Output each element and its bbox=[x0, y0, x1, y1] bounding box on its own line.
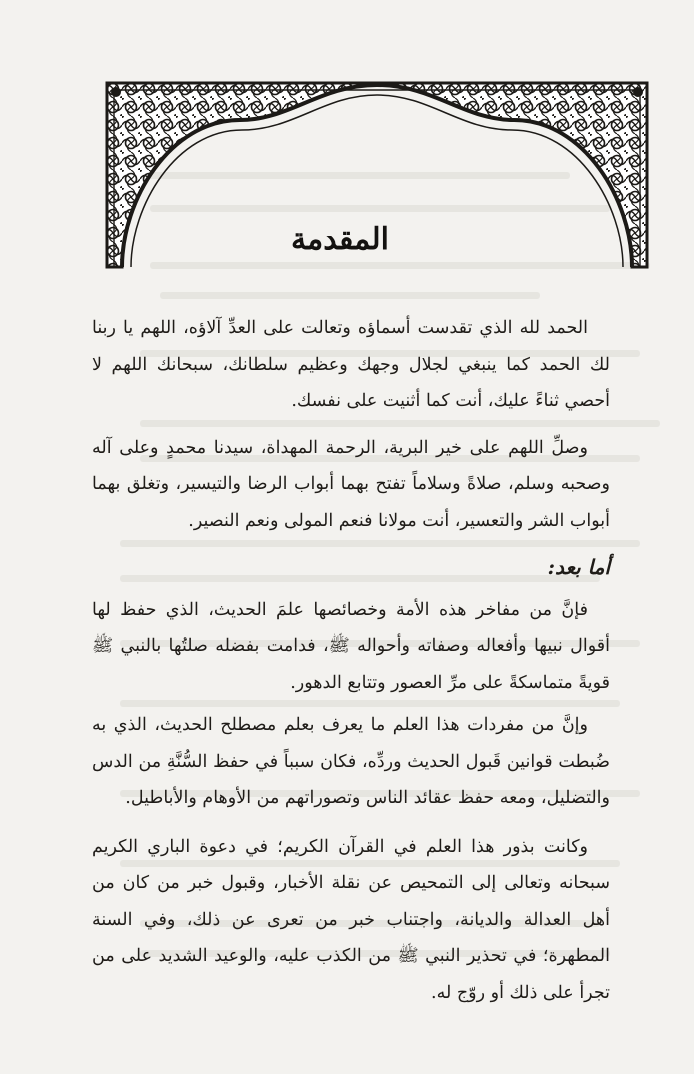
paragraph-hadith-science: فإنَّ من مفاخر هذه الأمة وخصائصها علمَ الحديث، الذي حفظ لها أقوال نبيها وأفعاله وصفاته وأحواله ﷺ، فدامت بفضله صلتُها بالنبي ﷺ قويةً متماسكةً على مرِّ العصور وتتابع الدهور. bbox=[92, 599, 610, 693]
paragraph-quran-roots: وكانت بذور هذا العلم في القرآن الكريم؛ في دعوة الباري الكريم سبحانه وتعالى إلى التمحيص عن نقلة الأخبار، وقبول خبر من كان من أهل العدالة والديانة، واجتناب خبر من تعرى عن ذلك، وفي السنة المطهرة؛ في تحذير النبي ﷺ من الكذب عليه، والوعيد الشديد على من تجرأ على ذلك أو روّج له. bbox=[92, 836, 610, 1003]
paragraph-hamd: الحمد لله الذي تقدست أسماؤه وتعالت على العدِّ آلاؤه، اللهم يا ربنا لك الحمد كما ينبغي لجلال وجهك وعظيم سلطانك، سبحانك اللهم لا أحصي ثناءً عليك، أنت كما أثنيت على نفسك. bbox=[92, 318, 610, 411]
section-heading-amma-badu: أما بعد: bbox=[547, 555, 610, 579]
paragraph-salat: وصلِّ اللهم على خير البرية، الرحمة المهداة، سيدنا محمدٍ وعلى آله وصحبه وسلم، صلاةً وسلاماً تفتح بهما أبواب الرضا والتيسير، وتغلق بهما أبواب الشر والتعسير، أنت مولانا فنعم المولى ونعم النصير. bbox=[92, 437, 610, 531]
paragraph-mustalah: وإنَّ من مفردات هذا العلم ما يعرف بعلم مصطلح الحديث، الذي به ضُبطت قوانين قَبول الحديث وردِّه، فكان سبباً في حفظ السُّنَّةِ من الدس والتضليل، ومعه حفظ عقائد الناس وتصوراتهم من الأوهام والأباطيل. bbox=[92, 715, 610, 808]
document-body bbox=[92, 310, 610, 1023]
page-title: المقدمة bbox=[291, 222, 389, 257]
